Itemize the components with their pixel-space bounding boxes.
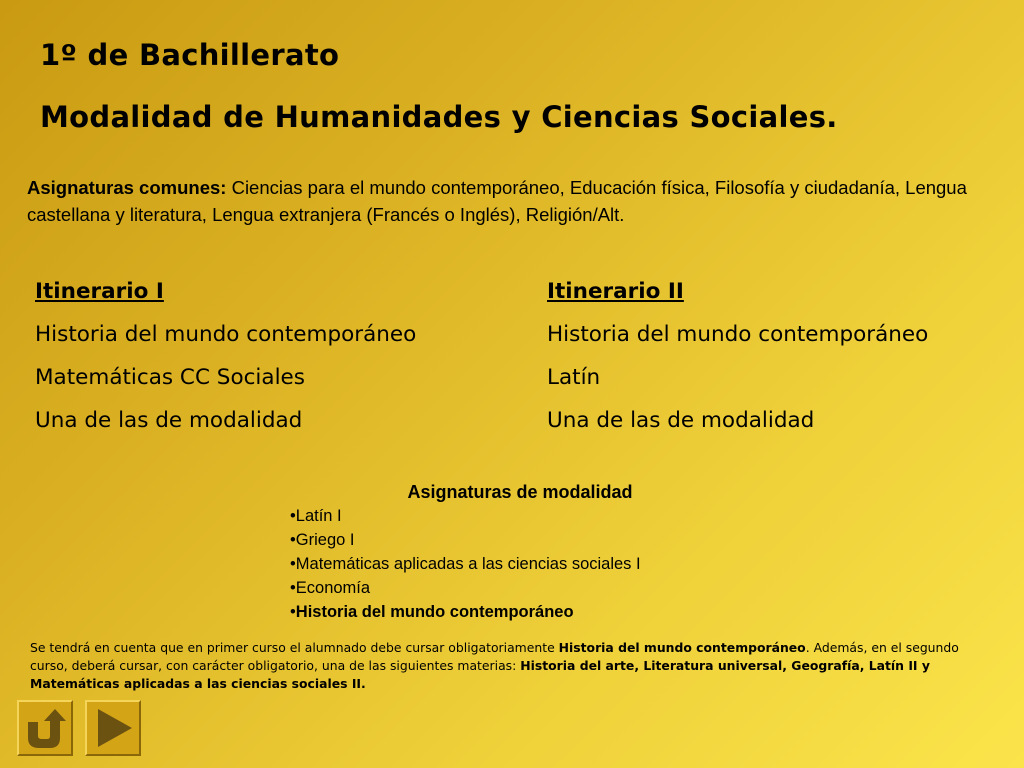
play-triangle-icon: [87, 702, 139, 754]
itinerary-1-item: Historia del mundo contemporáneo: [35, 322, 417, 347]
common-subjects: [27, 174, 1002, 228]
itinerary-2-column: [547, 277, 928, 449]
next-button[interactable]: [85, 700, 141, 756]
modalidad-item: •Griego I: [290, 531, 355, 549]
slide-title-line1: 1º de Bachillerato: [40, 38, 340, 72]
footnote-text: . Además, en el segundo curso, deberá cursar, con carácter obligatorio, una de las siguientes materias:: [30, 640, 959, 673]
footnote-bold: Historia del arte, Literatura universal, Geografía, Latín II y Matemáticas aplicadas a las ciencias sociales II.: [30, 658, 930, 691]
modalidad-item-bold: Historia del mundo contemporáneo: [295, 603, 574, 621]
itinerary-1-item: Matemáticas CC Sociales: [35, 365, 305, 390]
modalidad-subjects: [290, 480, 760, 624]
footnote-bold: Historia del mundo contemporáneo: [558, 640, 806, 655]
itinerary-1-item: Una de las de modalidad: [35, 408, 303, 433]
common-subjects-text: Ciencias para el mundo contemporáneo, Educación física, Filosofía y ciudadanía, Lengua castellana y literatura, Lengua extranjera (Francés o Inglés), Religión/Alt.: [27, 177, 967, 225]
common-subjects-label: Asignaturas comunes:: [27, 177, 227, 198]
footnote: [30, 639, 996, 693]
itinerary-2-item: Latín: [547, 365, 601, 390]
itinerary-1-title: Itinerario I: [35, 279, 164, 304]
footnote-text: Se tendrá en cuenta que en primer curso el alumnado debe cursar obligatoriamente: [30, 640, 559, 655]
itinerary-2-item: Una de las de modalidad: [547, 408, 815, 433]
itinerary-2-title: Itinerario II: [547, 279, 684, 304]
return-arrow-icon: [19, 702, 71, 754]
back-button[interactable]: [17, 700, 73, 756]
modalidad-heading: Asignaturas de modalidad: [407, 482, 633, 502]
modalidad-item: •Economía: [290, 579, 371, 597]
modalidad-item: •Latín I: [290, 507, 342, 525]
modalidad-item: •Matemáticas aplicadas a las ciencias sociales I: [290, 555, 641, 573]
modalidad-item-bullet: •: [290, 603, 296, 621]
itinerary-1-column: [35, 277, 416, 449]
itinerary-2-item: Historia del mundo contemporáneo: [547, 322, 929, 347]
modalidad-item: [290, 600, 760, 624]
slide-title-line2: Modalidad de Humanidades y Ciencias Sociales.: [40, 100, 838, 134]
